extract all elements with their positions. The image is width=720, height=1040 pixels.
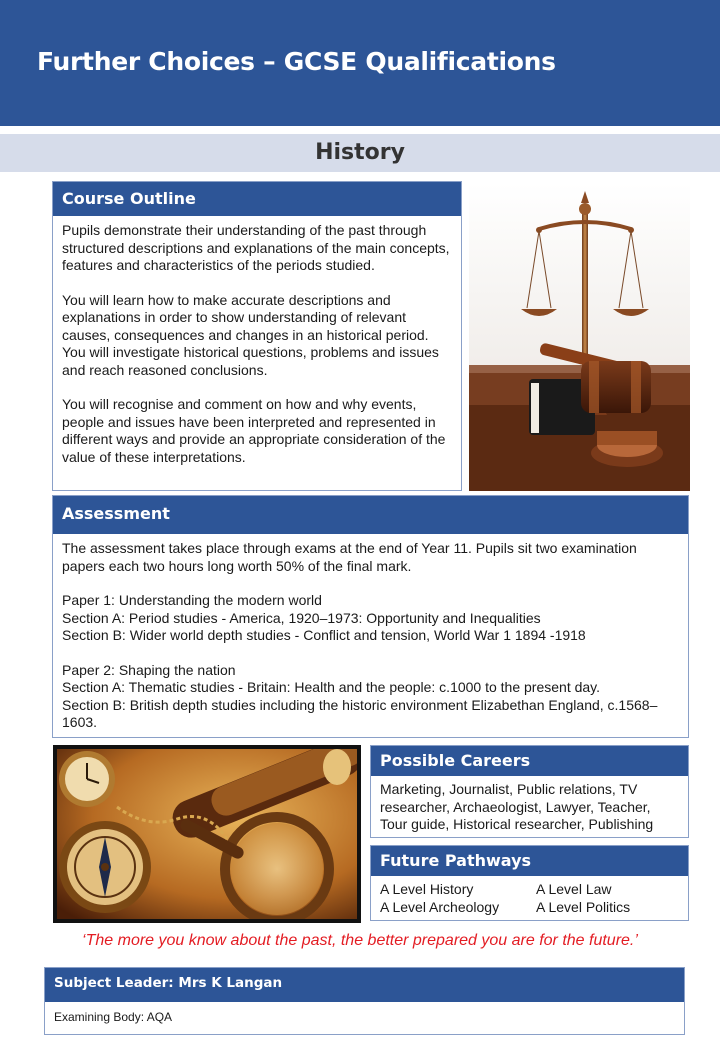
careers-heading: Possible Careers (371, 746, 688, 776)
examining-body: Examining Body: AQA (54, 1010, 173, 1024)
careers-text: Marketing, Journalist, Public relations, TV researcher, Archaeologist, Lawyer, Teacher, Tour guide, Historical researcher, Publishing (380, 781, 654, 832)
paper1-section-a: Section A: Period studies - America, 1920–1973: Opportunity and Inequalities (62, 609, 541, 626)
careers-panel (370, 745, 689, 838)
subject-leader-heading: Subject Leader: Mrs K Langan (45, 968, 684, 1002)
paper1-section-b: Section B: Wider world depth studies - Conflict and tension, World War 1 1894 -1918 (62, 627, 586, 643)
paper2-title: Paper 2: Shaping the nation (62, 661, 236, 678)
pathways-list (371, 876, 688, 916)
paper2-section-a: Section A: Thematic studies - Britain: Health and the people: c.1000 to the present day. (62, 679, 601, 695)
subject-leader-panel (44, 967, 685, 1035)
subject-bar (0, 134, 720, 172)
outline-paragraph-3: You will recognise and comment on how and why events, people and issues have been interpreted and represented in different ways and provide an appropriate consideration of the value of these interpretations. (62, 396, 446, 465)
assessment-panel (52, 495, 689, 738)
subject-title: History (315, 140, 405, 165)
assessment-body (53, 534, 688, 732)
antique-compass-image (53, 745, 361, 923)
pathways-panel (370, 845, 689, 921)
course-outline-body (53, 216, 461, 466)
outline-paragraph-2: You will learn how to make accurate descriptions and explanations in order to show understanding of relevant causes, consequences and changes in an historical period. You will investigate historical questions, problems and issues and reach reasoned conclusions. (62, 291, 439, 378)
assessment-intro: The assessment takes place through exams at the end of Year 11. Pupils sit two examination papers each two hours long worth 50% of the final mark. (62, 540, 637, 574)
scales-illustration (469, 183, 690, 491)
scales-of-justice-image (469, 183, 690, 491)
paper2-section-b: Section B: British depth studies including the historic environment Elizabethan England, c.1568–1603. (62, 696, 658, 730)
top-banner (0, 0, 720, 126)
pathway-item: A Level Politics (536, 898, 631, 915)
history-quote: ‘The more you know about the past, the better prepared you are for the future.’ (82, 932, 638, 949)
pathway-item: A Level Archeology (380, 898, 500, 915)
assessment-heading: Assessment (53, 496, 688, 534)
outline-paragraph-1: Pupils demonstrate their understanding of the past through structured descriptions and explanations of the main concepts, features and characteristics of the periods studied. (62, 222, 450, 273)
pathways-heading: Future Pathways (371, 846, 688, 876)
pathway-item: A Level History (380, 881, 474, 897)
course-outline-panel (52, 181, 462, 491)
pathway-item: A Level Law (536, 881, 612, 897)
paper1-title: Paper 1: Understanding the modern world (62, 592, 322, 608)
page-title: Further Choices – GCSE Qualifications (37, 47, 556, 76)
course-outline-heading: Course Outline (53, 182, 461, 216)
antiques-illustration (57, 749, 357, 919)
